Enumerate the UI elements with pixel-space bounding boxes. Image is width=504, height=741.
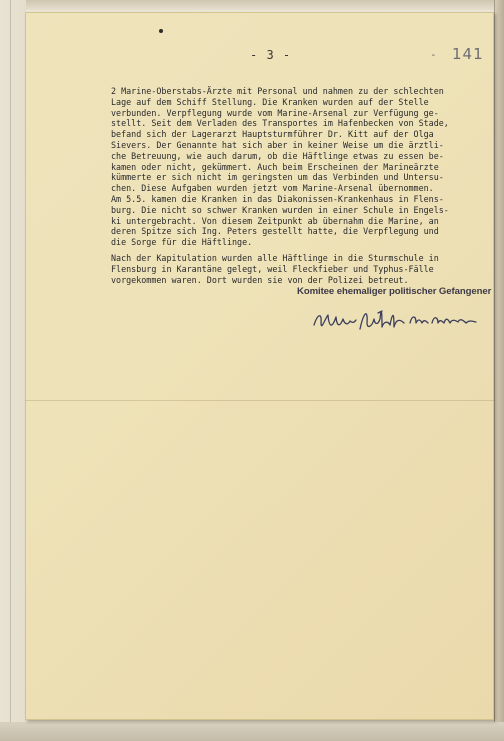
text-line: vorgekommen waren. Dort wurden sie von der Polizei betreut. bbox=[111, 274, 409, 285]
text-line: Am 5.5. kamen die Kranken in das Diakonissen-Krankenhaus in Flens- bbox=[111, 193, 444, 204]
paper-fold-crease bbox=[25, 400, 494, 401]
ink-dot-mark bbox=[159, 29, 163, 33]
typed-report-body bbox=[111, 86, 491, 285]
text-line: chen. Diese Aufgaben wurden jetzt vom Marine-Arsenal übernommen. bbox=[111, 183, 434, 194]
scan-bottom-edge bbox=[0, 722, 504, 741]
text-line: kümmerte er sich nicht im geringsten um das Verbinden und Untersu- bbox=[111, 172, 444, 183]
text-line: Flensburg in Karantäne gelegt, weil Fleckfieber und Typhus-Fälle bbox=[111, 263, 434, 274]
text-line: Nach der Kapitulation wurden alle Häftlinge in die Sturmschule in bbox=[111, 252, 439, 263]
text-line: che Betreuung, wie auch darum, ob die Häftlinge etwas zu essen be- bbox=[111, 150, 444, 161]
text-line: 2 Marine-Oberstabs-Ärzte mit Personal und nahmen zu der schlechten bbox=[111, 86, 444, 96]
text-line: stellt. Seit dem Verladen des Transportes im Hafenbecken von Stade, bbox=[111, 118, 449, 129]
organization-stamp: Komitee ehemaliger politischer Gefangener bbox=[297, 286, 492, 297]
scan-left-margin bbox=[0, 0, 26, 741]
text-line: burg. Die nicht so schwer Kranken wurden in einer Schule in Engels- bbox=[111, 204, 449, 215]
text-line: verbunden. Verpflegung wurde vom Marine-Arsenal zur Verfügung ge- bbox=[111, 107, 439, 118]
archive-number: 141 bbox=[452, 45, 484, 63]
archive-mark-dash: - bbox=[430, 48, 437, 61]
paragraph-closing bbox=[111, 253, 491, 285]
text-line: befand sich der Lagerarzt Hauptsturmführer Dr. Kitt auf der Olga bbox=[111, 129, 434, 140]
scan-right-edge bbox=[494, 0, 504, 741]
page-number: - 3 - bbox=[250, 48, 292, 62]
text-line: Lage auf dem Schiff Stellung. Die Kranken wurden auf der Stelle bbox=[111, 96, 429, 107]
paragraph-main bbox=[111, 86, 491, 248]
text-line: deren Spitze sich Ing. Peters gestellt hatte, die Verpflegung und bbox=[111, 226, 439, 237]
scan-top-edge bbox=[0, 0, 504, 10]
scan-artifact-line bbox=[10, 0, 11, 741]
text-line: Sievers. Der Genannte hat sich aber in keiner Weise um die ärztli- bbox=[111, 139, 444, 150]
text-line: kamen oder nicht, gekümmert. Auch beim Erscheinen der Marineärzte bbox=[111, 161, 439, 172]
text-line: ki untergebracht. Von diesem Zeitpunkt ab übernahm die Marine, an bbox=[111, 215, 439, 226]
text-line: die Sorge für die Häftlinge. bbox=[111, 237, 253, 248]
handwritten-signatures bbox=[312, 301, 482, 339]
